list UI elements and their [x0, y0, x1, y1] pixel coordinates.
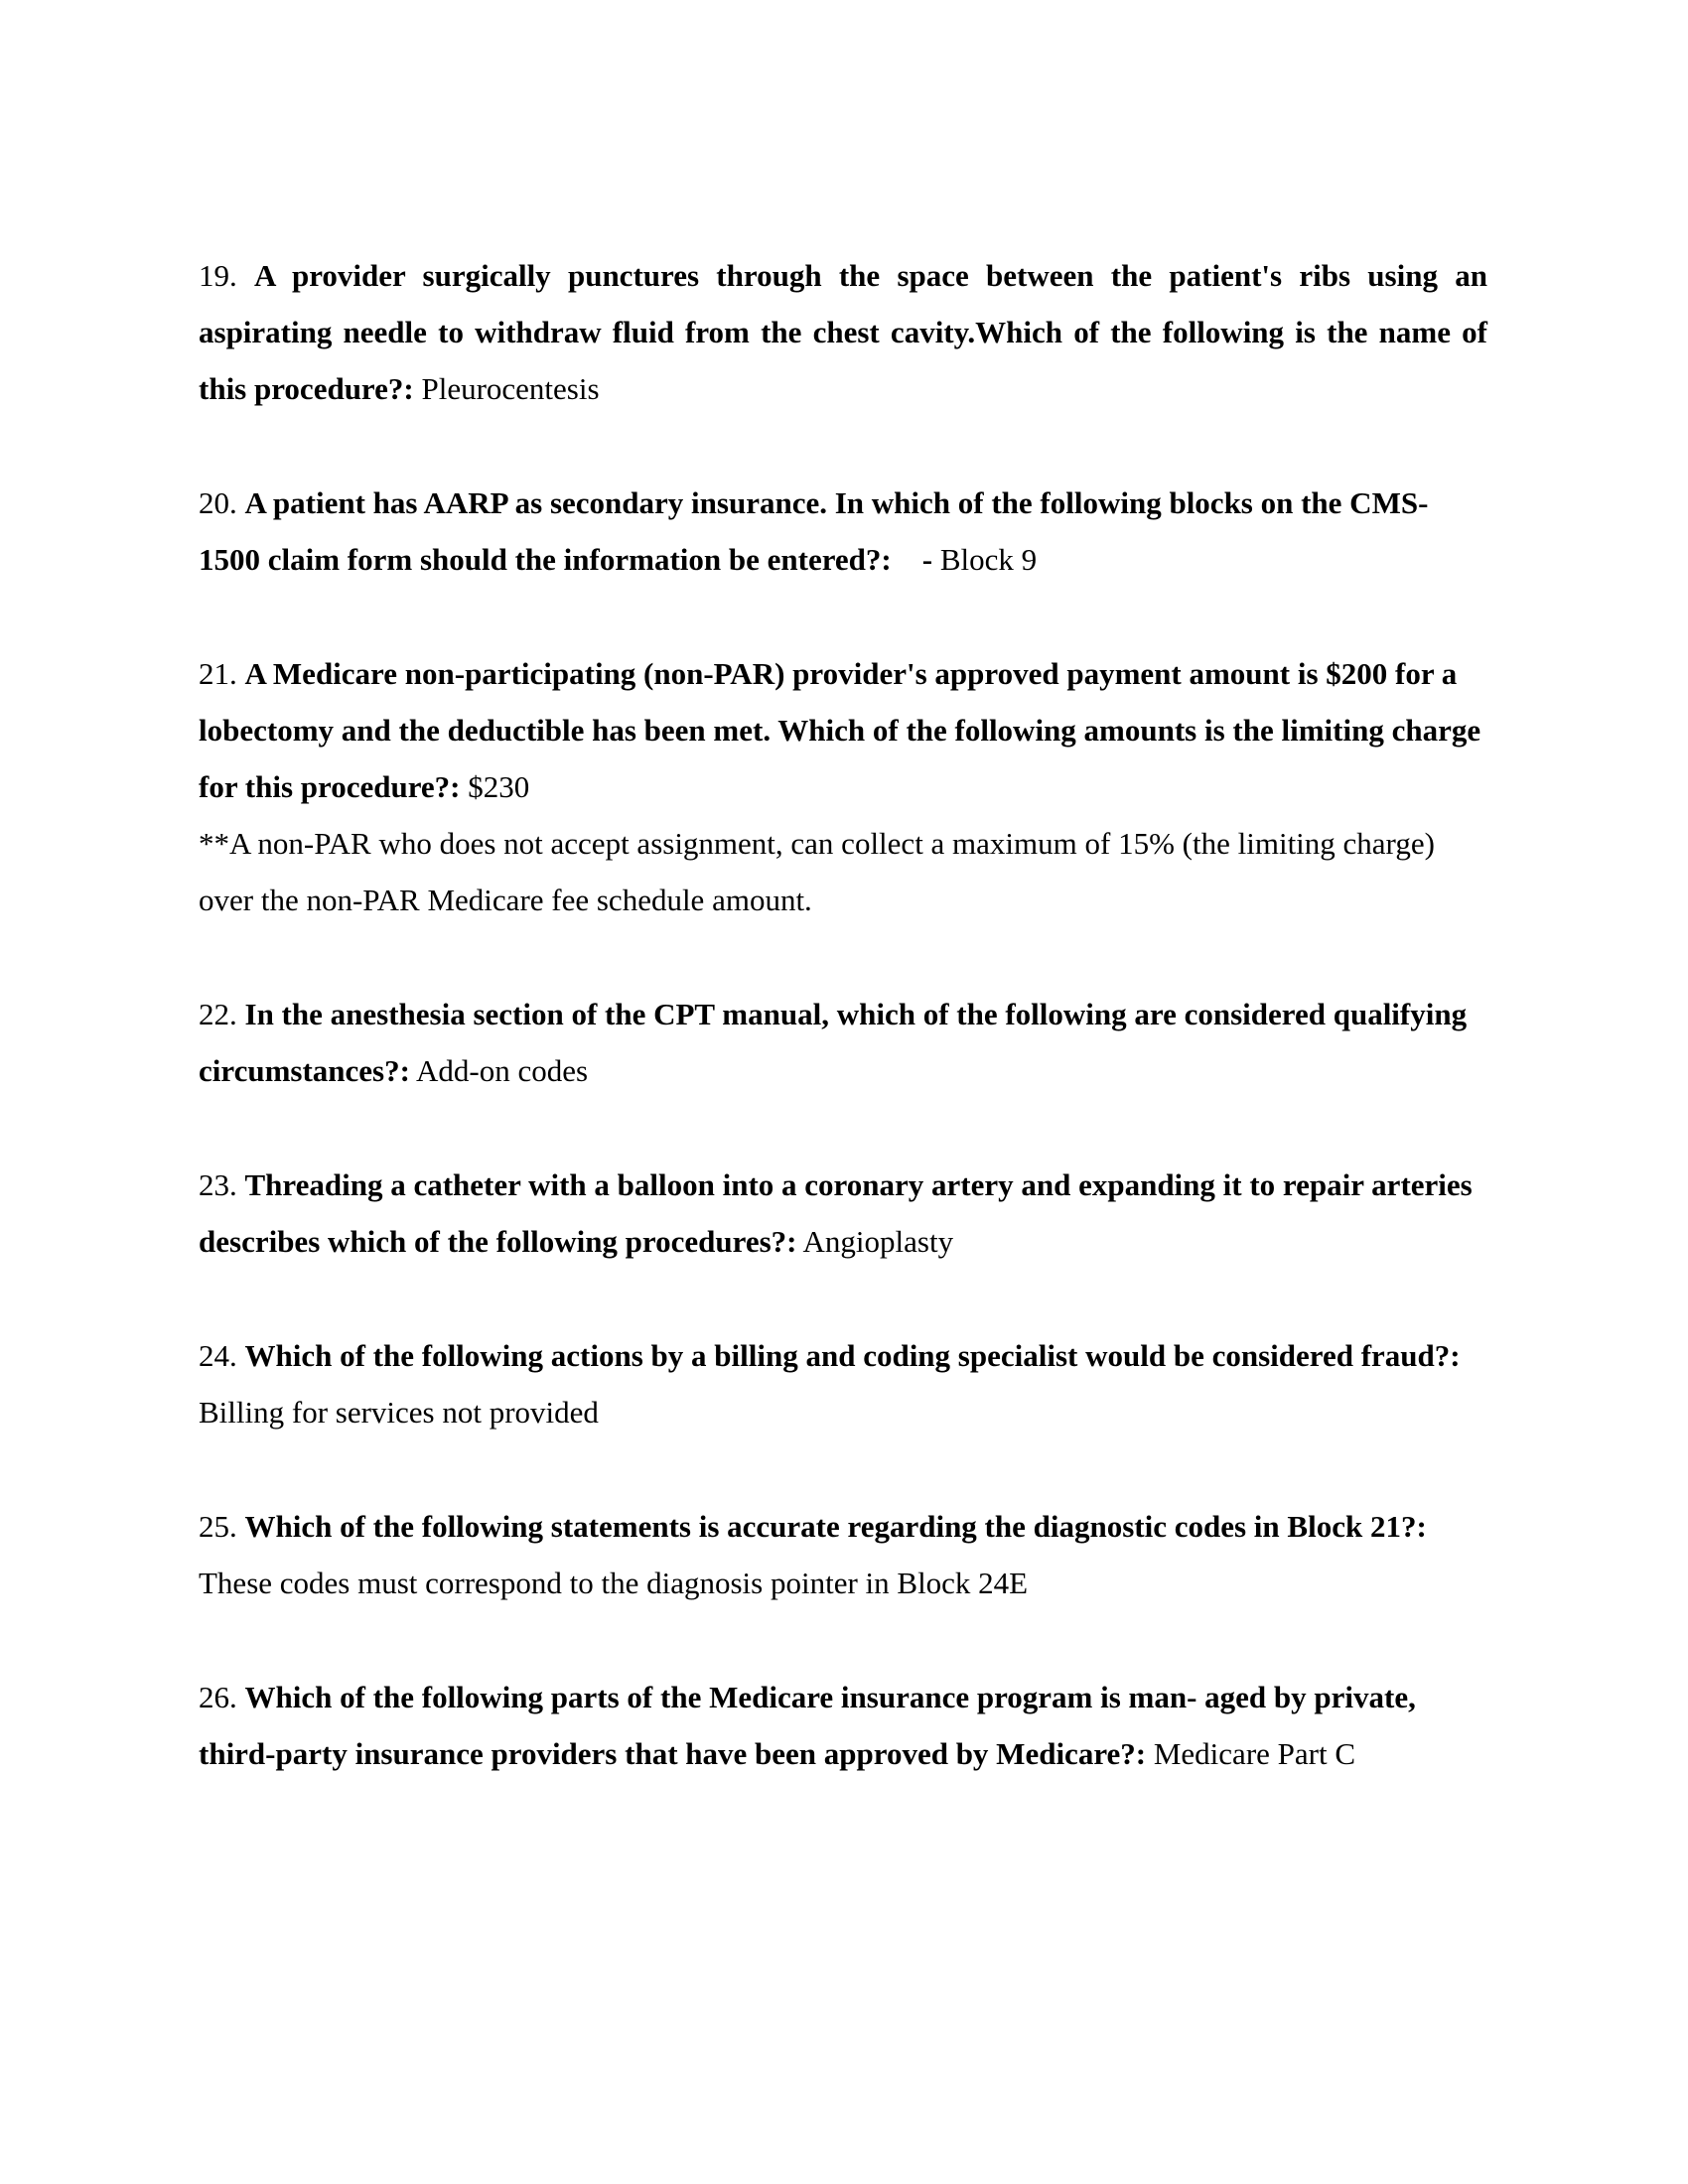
answer-dash: - [921, 542, 933, 577]
question-number: 23. [199, 1167, 237, 1202]
document-page [199, 247, 1487, 1840]
question-text: A provider surgically punctures through the space between the patient's ribs using an aspirating needle to withdraw fluid from the chest cavity.Which of the following is the name of this procedure?: [199, 258, 1487, 406]
question-text: A patient has AARP as secondary insurance. In which of the following blocks on the CMS-1500 claim form should the information be entered?: [199, 485, 1429, 577]
question-text: Threading a catheter with a balloon into a coronary artery and expanding it to repair arteries describes which of the following procedures?: [199, 1167, 1473, 1259]
question-21 [199, 645, 1487, 928]
question-number: 20. [199, 485, 237, 520]
question-text: Which of the following actions by a billing and coding specialist would be considered fraud?: [244, 1338, 1461, 1373]
question-number: 24. [199, 1338, 237, 1373]
question-23 [199, 1157, 1487, 1270]
question-number: 25. [199, 1509, 237, 1544]
question-26 [199, 1669, 1487, 1782]
answer-text: Medicare Part C [1153, 1736, 1356, 1771]
question-20 [199, 475, 1487, 588]
answer-text: These codes must correspond to the diagnosis pointer in Block 24E [199, 1566, 1029, 1600]
question-19 [199, 247, 1487, 417]
answer-text: Angioplasty [802, 1224, 954, 1259]
answer-text: Pleurocentesis [421, 371, 600, 406]
answer-text: $230 [468, 769, 530, 804]
question-number: 21. [199, 656, 237, 691]
question-25 [199, 1498, 1487, 1611]
question-24 [199, 1327, 1487, 1440]
question-number: 19. [199, 258, 237, 293]
question-number: 26. [199, 1680, 237, 1714]
question-text: Which of the following parts of the Medicare insurance program is man- aged by private, third-party insurance providers that have been approved by Medicare?: [199, 1680, 1416, 1771]
answer-text: Billing for services not provided [199, 1395, 599, 1430]
question-22 [199, 986, 1487, 1099]
question-number: 22. [199, 997, 237, 1031]
question-text: In the anesthesia section of the CPT manual, which of the following are considered qualifying circumstances?: [199, 997, 1468, 1088]
answer-text: Add-on codes [415, 1053, 589, 1088]
question-text: Which of the following statements is accurate regarding the diagnostic codes in Block 21?: [244, 1509, 1427, 1544]
answer-text: Block 9 [939, 542, 1038, 577]
question-text: A Medicare non-participating (non-PAR) provider's approved payment amount is $200 for a lobectomy and the deductible has been met. Which of the following amounts is the limiting charge for this procedure?: [199, 656, 1481, 804]
answer-note: **A non-PAR who does not accept assignment, can collect a maximum of 15% (the limiting charge) over the non-PAR Medicare fee schedule amount. [199, 826, 1435, 917]
